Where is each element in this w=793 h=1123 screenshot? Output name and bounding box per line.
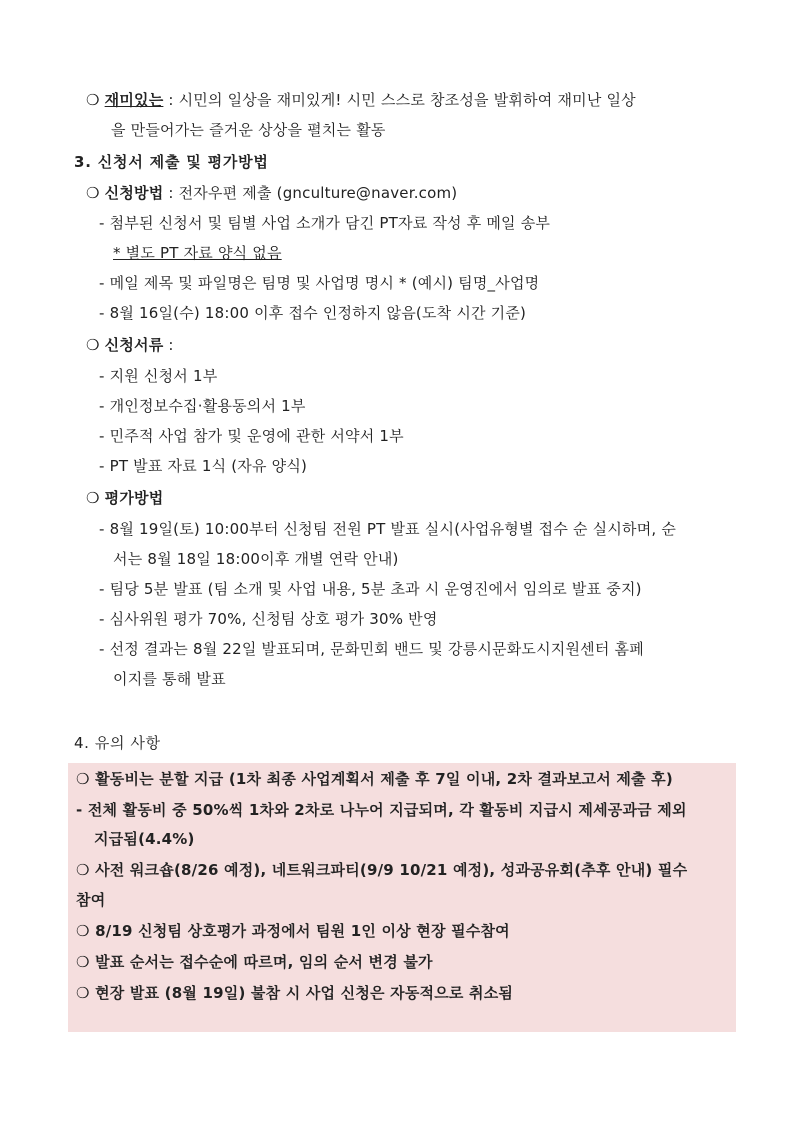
- method-text: : 전자우편 제출 (gnculture@naver.com): [163, 184, 458, 202]
- notice-item-continued: 지급됨(4.4%): [94, 830, 195, 848]
- documents-item: - PT 발표 자료 1식 (자유 양식): [99, 457, 308, 475]
- method-label: 신청방법: [104, 184, 164, 202]
- documents-heading: [86, 335, 174, 355]
- evaluation-item: - 팀당 5분 발표 (팀 소개 및 사업 내용, 5분 초과 시 운영진에서 임의로 발표 중지): [99, 580, 642, 598]
- circle-bullet-icon: ❍: [86, 336, 100, 354]
- method-item: - 8월 16일(수) 18:00 이후 접수 인정하지 않음(도착 시간 기준): [99, 304, 527, 322]
- evaluation-item-continued: 이지를 통해 발표: [113, 670, 226, 688]
- intro-item: [86, 90, 636, 110]
- notice-item: ❍ 8/19 신청팀 상호평가 과정에서 팀원 1인 이상 현장 필수참여: [76, 922, 510, 940]
- notice-item: ❍ 발표 순서는 접수순에 따르며, 임의 순서 변경 불가: [76, 953, 433, 971]
- notice-item: ❍ 활동비는 분할 지급 (1차 최종 사업계획서 제출 후 7일 이내, 2차 결과보고서 제출 후): [76, 770, 673, 788]
- documents-label: 신청서류: [104, 336, 164, 354]
- circle-bullet-icon: ❍: [86, 184, 100, 202]
- method-item: - 메일 제목 및 파일명은 팀명 및 사업명 명시 * (예시) 팀명_사업명: [99, 274, 540, 292]
- notice-item: - 전체 활동비 중 50%씩 1차와 2차로 나누어 지급되며, 각 활동비 지급시 제세공과금 제외: [76, 801, 687, 819]
- documents-item: - 개인정보수집·활용동의서 1부: [99, 397, 306, 415]
- section-4-title: 4. 유의 사항: [74, 734, 161, 752]
- section-3-title: 3. 신청서 제출 및 평가방법: [74, 153, 269, 171]
- evaluation-label: 평가방법: [104, 489, 164, 507]
- evaluation-item: - 8월 19일(토) 10:00부터 신청팀 전원 PT 발표 실시(사업유형별 접수 순 실시하며, 순: [99, 520, 677, 538]
- evaluation-item-continued: 서는 8월 18일 18:00이후 개별 연락 안내): [113, 550, 399, 568]
- notice-item-continued: 참여: [76, 891, 106, 909]
- method-heading: [86, 183, 457, 203]
- documents-text: :: [163, 336, 174, 354]
- intro-text-continued: 을 만들어가는 즐거운 상상을 펼치는 활동: [111, 121, 386, 139]
- circle-bullet-icon: ❍: [86, 91, 100, 109]
- evaluation-item: - 선정 결과는 8월 22일 발표되며, 문화민회 밴드 및 강릉시문화도시지원센터 홈페: [99, 640, 644, 658]
- documents-item: - 민주적 사업 참가 및 운영에 관한 서약서 1부: [99, 427, 404, 445]
- method-note: * 별도 PT 자료 양식 없음: [113, 244, 282, 262]
- intro-text: : 시민의 일상을 재미있게! 시민 스스로 창조성을 발휘하여 재미난 일상: [163, 91, 636, 109]
- circle-bullet-icon: ❍: [86, 489, 100, 507]
- intro-label: 재미있는: [104, 91, 164, 109]
- documents-item: - 지원 신청서 1부: [99, 367, 218, 385]
- method-item: - 첨부된 신청서 및 팀별 사업 소개가 담긴 PT자료 작성 후 메일 송부: [99, 214, 551, 232]
- evaluation-heading: [86, 488, 163, 508]
- notice-item: ❍ 현장 발표 (8월 19일) 불참 시 사업 신청은 자동적으로 취소됨: [76, 984, 514, 1002]
- evaluation-item: - 심사위원 평가 70%, 신청팀 상호 평가 30% 반영: [99, 610, 438, 628]
- notice-item: ❍ 사전 워크숍(8/26 예정), 네트워크파티(9/9 10/21 예정), 성과공유회(추후 안내) 필수: [76, 861, 688, 879]
